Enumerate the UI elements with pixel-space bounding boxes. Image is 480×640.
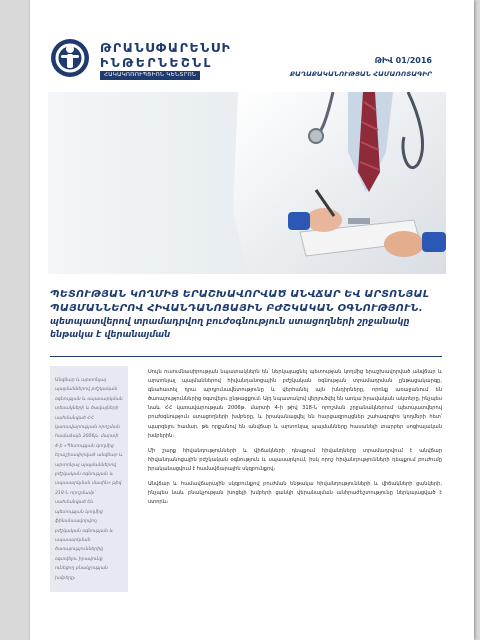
series-title: ՔԱՂԱՔԱԿԱՆՈՒԹՅԱՆ ՀԱՄԱՌՈՏԱԳԻՐ [289, 70, 432, 78]
headline: ՊԵՏՈՒԹՅԱՆ ԿՈՂՄԻՑ ԵՐԱՇԽԱՎՈՐՎԱԾ ԱՆՎՃԱՐ ԵՎ ԱՐՏՈՆՅԱԼ ՊԱՅՄԱՆՆԵՐՈՎ ՀԻՎԱՆԴԱՆՈՑԱՅԻՆ ԲԺՇԿԱԿԱՆ ՕԳՆՈՒԹՅՈՒՆ. [50, 289, 430, 314]
body-text [148, 368, 442, 513]
doctor-photo [48, 92, 446, 274]
body-paragraph: Մի շարք հիվանդությունների և վիճակների դեպքում հիվանդները տրամադրվում է անվճար հիվանդանոցային բժշկական օգնություն և սպասարկում, իսկ որոշ հիվանդությունների դեպքում բուժումը իրականացվում է համավճարային սկզբունքով։ [148, 447, 442, 472]
divider [50, 356, 442, 357]
globe-person-icon [50, 38, 90, 78]
document-number: ԹԻՎ 01/2016 [374, 56, 432, 65]
body-paragraph: Անվճար և համավճարային սկզբունքով բուժման ենթակա հիվանդությունների և վիճակների ցանկերի, ինչպես նաև բնակչության խոցելի խմբերի ցանկի վերանայման անհրաժեշտությունը ներկայացված է ստորև։ [148, 481, 442, 506]
document-page [30, 0, 474, 640]
logo-line-2: ԻՆԹԵՐՆԵՇՆԼ [100, 55, 213, 70]
logo-tagline: ՀԱԿԱԿՈՌՈՒՊՑԻՈՆ ԿԵՆՏՐՈՆ [100, 71, 200, 80]
doctor-illustration [48, 92, 446, 274]
body-paragraph: Սույն ուսումնասիրության նպատակներն են՝ ներկայացնել պետության կողմից երաշխավորված անվճար և արտոնյալ պայմաններով հիվանդանոցային բժշկական օգնության տրամադրման ընթացակարգը, գնահատել դրա արդյունավետությունը և վերհանել այն խնդիրները, որոնք առաջանում են ծառայություններից օգտվելու ընթացքում։ Այդ նպատակով վերլուծվել են առկա իրավական ակտերը, ինչպես նաև ՀՀ կառավարության 2006թ. մարտի 4-ի թիվ 318-Ն որոշման շրջանակներում պետպատվերով բուժօգնություն ստացողների խմբերը, և իրականացվել են հարցազրույցներ շահագրգիռ կողմերի հետ՝ պարզելու համար, թե որքանով են անվճար և արտոնյալ պայմանները հասանելի տարբեր սոցիալական խմբերին։ [148, 369, 442, 439]
subheadline: պետպատվերով տրամադրվող բուժօգնություն ստացողների շրջանակը ենթակա է վերանայման [50, 317, 410, 340]
organization-logo [50, 38, 310, 82]
logo-line-1: ԹՐԱՆՍՓԱՐԵՆՍԻ [100, 40, 232, 55]
sidebar-box [50, 366, 128, 592]
sidebar-text: Անվճար և արտոնյալ պայմաններով բժշկական օգնության և սպասարկման տեսակների և ծավալների սահմանված ՀՀ կառավարության որոշման համաձայն 2006թ. մարտի 4-ի «Պետության կողմից երաշխավորված անվճար և արտոնյալ պայմաններով բժշկական օգնության և սպասարկման մասին» թիվ 318-Ն որոշմամբ՝ սահմանված են պետության կողմից ֆինանսավորվող բժշկական օգնության և սպասարկման ծառայություններից օգտվելու իրավունք ունեցող բնակչության խմբերը։ [55, 378, 123, 581]
